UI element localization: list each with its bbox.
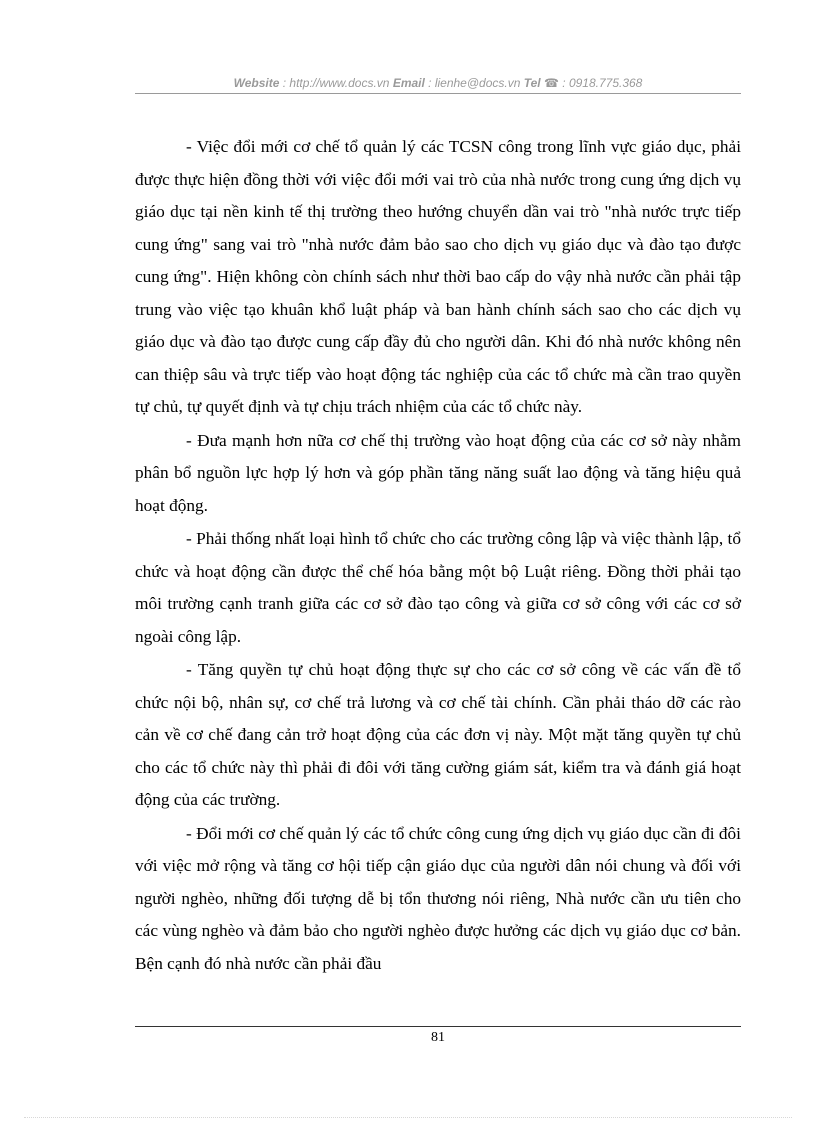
- website-label: Website: [233, 76, 280, 90]
- email-label: Email: [392, 76, 425, 90]
- email-value: : lienhe@docs.vn: [424, 76, 524, 90]
- paragraph: - Đổi mới cơ chế quản lý các tổ chức công cung ứng dịch vụ giáo dục cần đi đôi với việc mở rộng và tăng cơ hội tiếp cận giáo dục của người dân nói chung và đối với người nghèo, những đối tượng dễ bị tổn thương nói riêng, Nhà nước cần ưu tiên cho các vùng nghèo và đảm bảo cho người nghèo được hưởng các dịch vụ giáo dục cơ bản. Bện cạnh đó nhà nước cần phải đầu: [135, 823, 741, 973]
- paragraph: - Phải thống nhất loại hình tổ chức cho các trường công lập và việc thành lập, tổ chức và hoạt động cần được thể chế hóa bằng một bộ Luật riêng. Đồng thời phải tạo môi trường cạnh tranh giữa các cơ sở đào tạo công và giữa cơ sở công với các cơ sở ngoài công lập.: [135, 529, 741, 646]
- paragraph: - Đưa mạnh hơn nữa cơ chế thị trường vào hoạt động của các cơ sở này nhằm phân bổ nguồn lực hợp lý hơn và góp phần tăng năng suất lao động và tăng hiệu quả hoạt động.: [135, 430, 741, 515]
- page-bottom-border: [24, 1117, 792, 1118]
- tel-value: : 0918.775.368: [558, 76, 643, 90]
- website-value: : http://www.docs.vn: [279, 76, 393, 90]
- header-divider: [135, 93, 741, 94]
- phone-icon: ☎: [543, 76, 559, 90]
- page-header: [135, 76, 741, 90]
- footer-divider: [135, 1026, 741, 1027]
- document-body: [135, 131, 741, 981]
- paragraph: - Việc đổi mới cơ chế tổ quản lý các TCSN công trong lĩnh vực giáo dục, phải được thực hiện đồng thời với việc đổi mới vai trò của nhà nước trong cung ứng dịch vụ giáo dục tại nền kinh tế thị trường theo hướng chuyển dần vai trò "nhà nước trực tiếp cung ứng" sang vai trò "nhà nước đảm bảo sao cho dịch vụ giáo dục và đào tạo được cung ứng". Hiện không còn chính sách như thời bao cấp do vậy nhà nước cần phải tập trung vào việc tạo khuân khổ luật pháp và ban hành chính sách sao cho các dịch vụ giáo dục và đào tạo được cung cấp đầy đủ cho người dân. Khi đó nhà nước không nên can thiệp sâu và trực tiếp vào hoạt động tác nghiệp của các tổ chức mà cần trao quyền tự chủ, tự quyết định và tự chịu trách nhiệm của các tổ chức này.: [135, 137, 741, 416]
- tel-label: Tel: [523, 76, 541, 90]
- paragraph: - Tăng quyền tự chủ hoạt động thực sự cho các cơ sở công về các vấn đề tổ chức nội bộ, nhân sự, cơ chế trả lương và cơ chế tài chính. Cần phải tháo dỡ các rào cản về cơ chế đang cản trở hoạt động của các đơn vị này. Một mặt tăng quyền tự chủ cho các tổ chức này thì phải đi đôi với tăng cường giám sát, kiểm tra và đánh giá hoạt động của các trường.: [135, 660, 741, 809]
- page-number: 81: [431, 1030, 445, 1045]
